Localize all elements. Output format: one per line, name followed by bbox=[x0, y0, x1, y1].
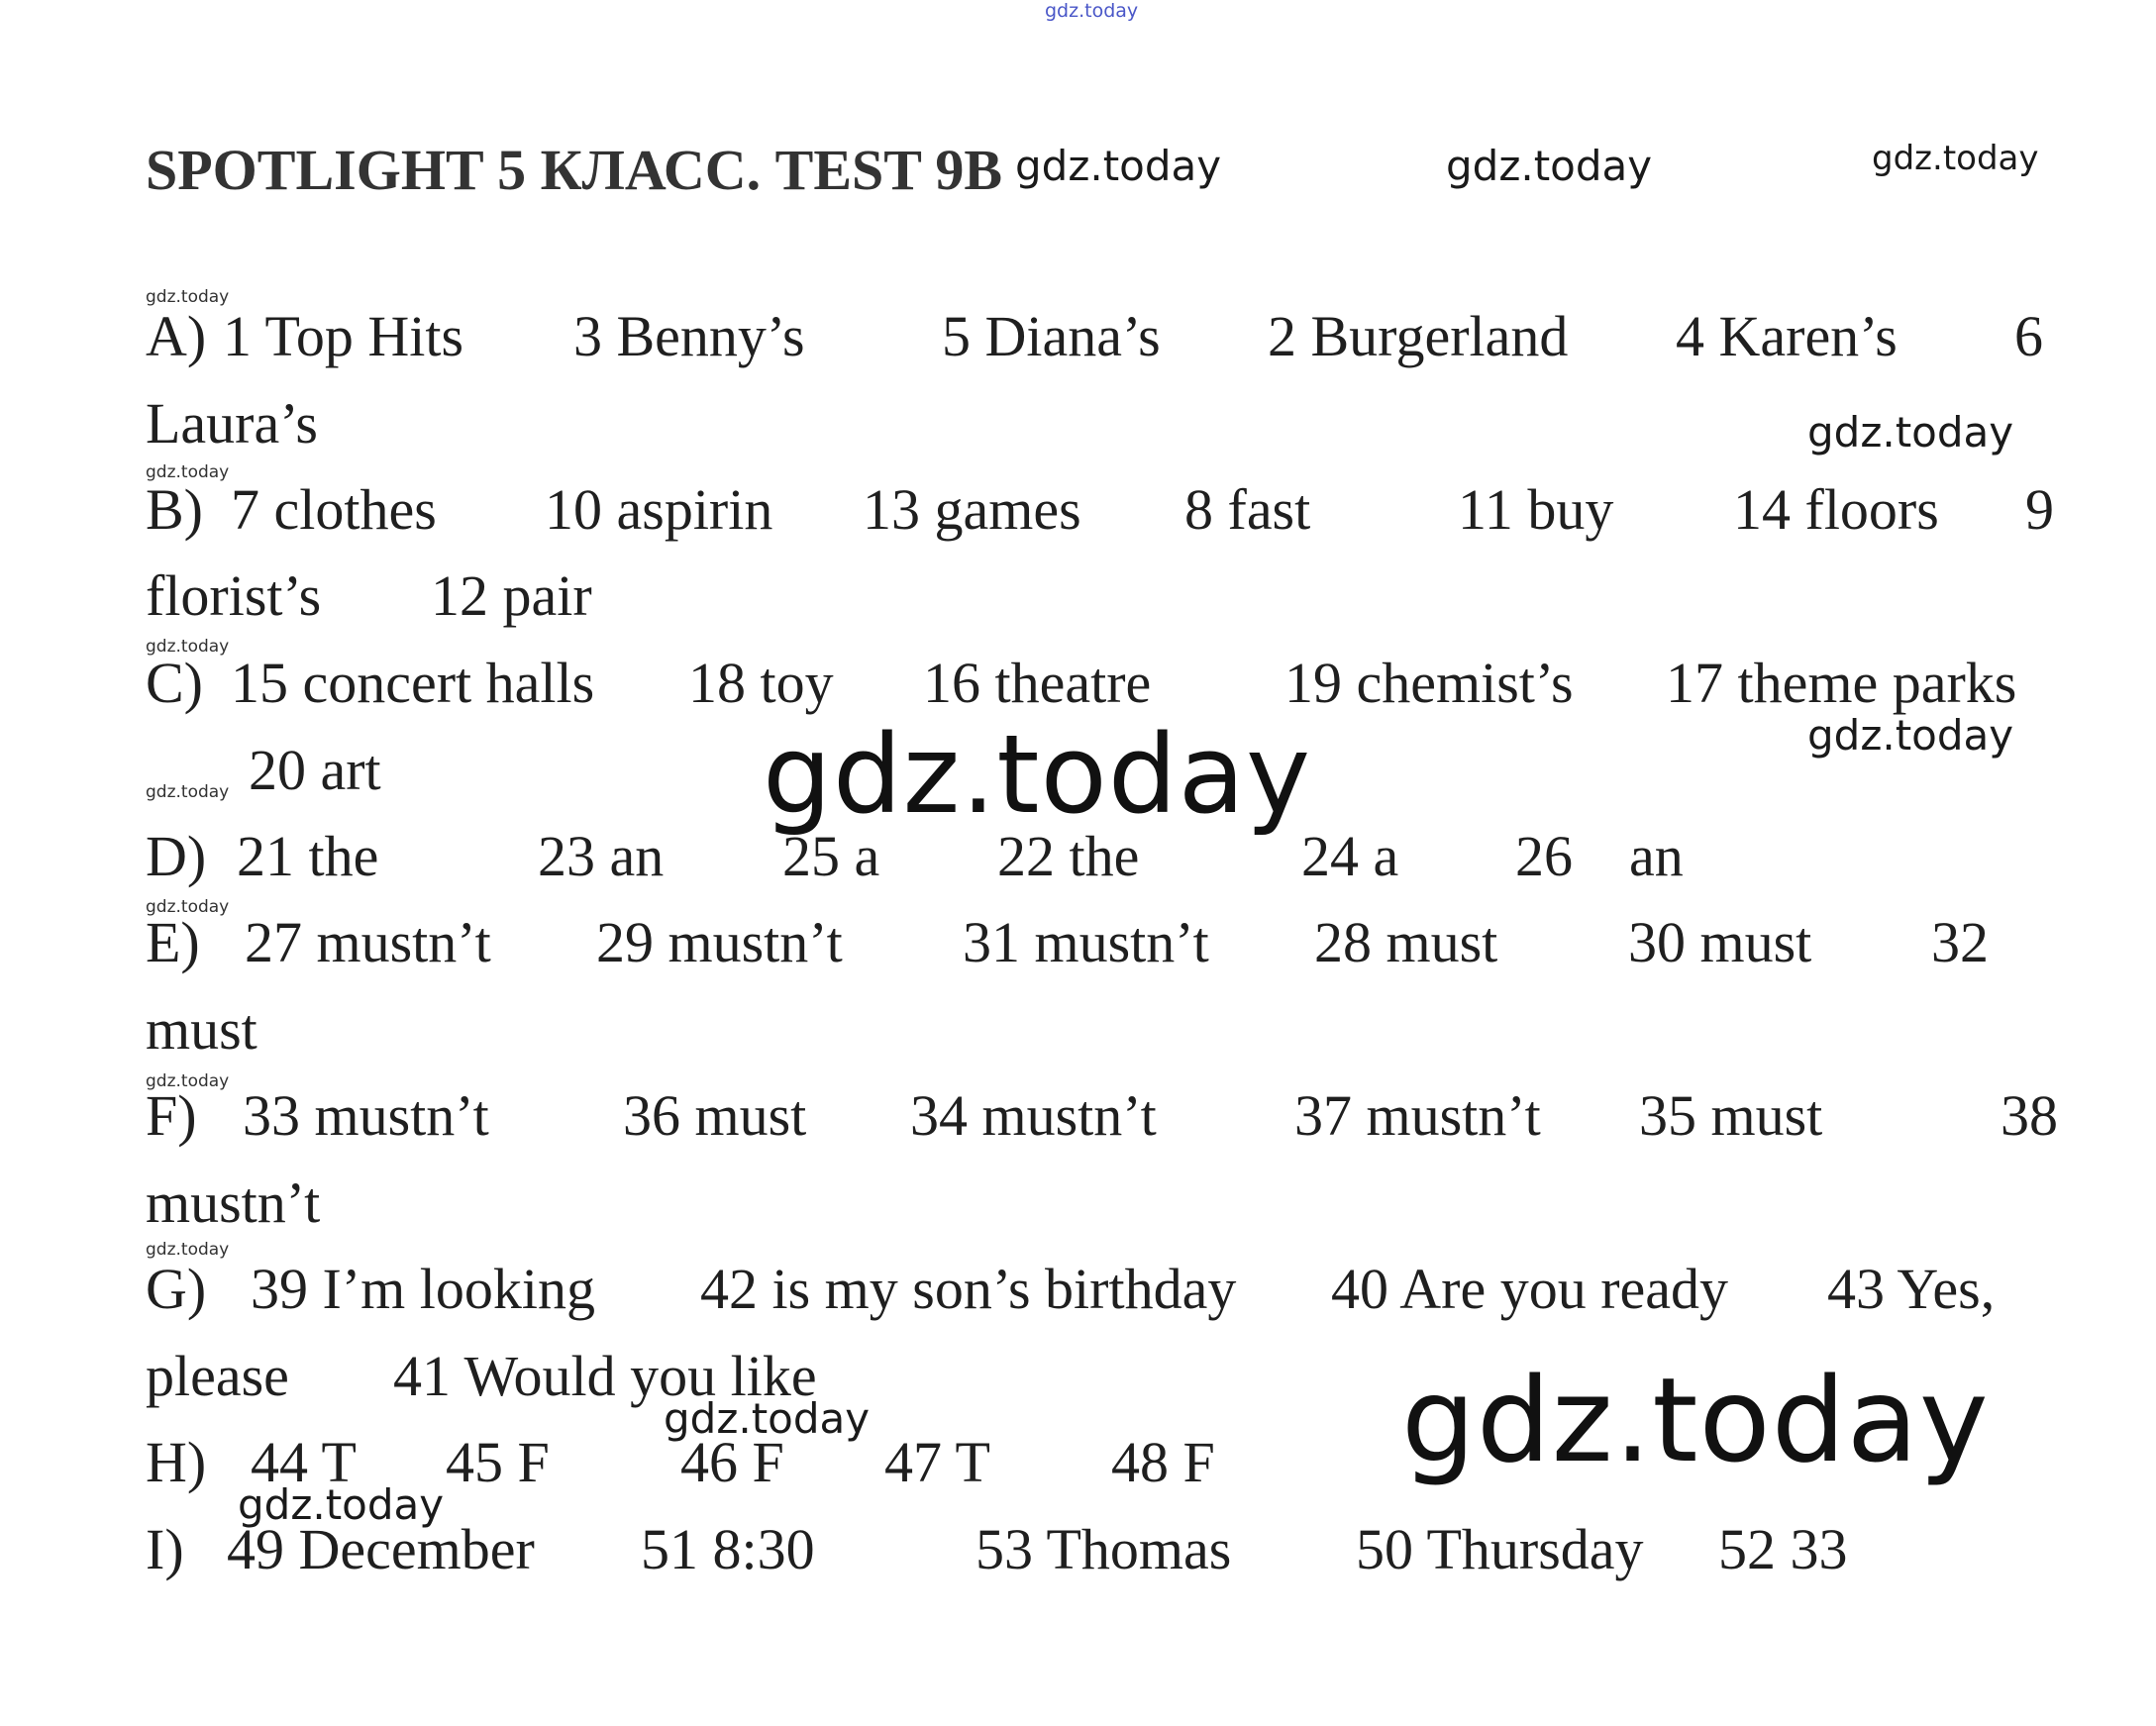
answer-item: Laura’s bbox=[146, 391, 318, 456]
answer-line-b2 bbox=[146, 552, 2077, 641]
answer-item: 13 games bbox=[863, 477, 1081, 542]
answer-line-a2 bbox=[146, 379, 2077, 468]
answer-item: 16 theatre bbox=[923, 651, 1152, 715]
answer-item: 46 F bbox=[680, 1430, 784, 1494]
answer-item: 4 Karen’s bbox=[1676, 304, 1898, 368]
answer-line-e2 bbox=[146, 985, 2077, 1074]
watermark-a-right: gdz.today bbox=[1807, 408, 2014, 457]
answer-item: 24 a bbox=[1301, 824, 1399, 888]
watermark-b-label: gdz.today bbox=[146, 462, 230, 482]
answer-item: 10 aspirin bbox=[545, 477, 773, 542]
section-label: I) bbox=[146, 1517, 184, 1581]
section-label: C) bbox=[146, 651, 203, 715]
answer-item: 23 an bbox=[538, 824, 665, 888]
answer-line-e1 bbox=[146, 898, 2077, 987]
answer-item: 9 bbox=[2025, 477, 2054, 542]
answer-item: mustn’t bbox=[146, 1170, 321, 1235]
answer-item: 37 mustn’t bbox=[1294, 1083, 1541, 1148]
answer-item: 35 must bbox=[1639, 1083, 1823, 1148]
section-label: B) bbox=[146, 477, 203, 542]
answer-item: 44 T bbox=[251, 1430, 357, 1494]
section-label: D) bbox=[146, 824, 207, 888]
answer-line-f1 bbox=[146, 1071, 2077, 1161]
watermark-title-2: gdz.today bbox=[1446, 142, 1653, 190]
answer-item: 27 mustn’t bbox=[245, 910, 491, 974]
answer-item: 25 a bbox=[782, 824, 880, 888]
answer-item: 21 the bbox=[237, 824, 379, 888]
watermark-c2-label: gdz.today bbox=[146, 782, 230, 802]
answer-item: 18 toy bbox=[688, 651, 834, 715]
answer-item: 53 Thomas bbox=[975, 1517, 1232, 1581]
page-title: SPOTLIGHT 5 КЛАСС. TEST 9B bbox=[146, 138, 1003, 202]
answer-item: 50 Thursday bbox=[1356, 1517, 1644, 1581]
watermark-g-label: gdz.today bbox=[146, 1240, 230, 1260]
answer-item: 8 fast bbox=[1184, 477, 1311, 542]
answer-item: 29 mustn’t bbox=[596, 910, 843, 974]
watermark-title-1: gdz.today bbox=[1015, 142, 1222, 190]
watermark-title-3: gdz.today bbox=[1872, 139, 2039, 178]
watermark-top: gdz.today bbox=[1045, 0, 1139, 22]
answer-item: 36 must bbox=[623, 1083, 807, 1148]
answer-item: 26 bbox=[1515, 824, 1573, 888]
section-label: E) bbox=[146, 910, 200, 974]
answer-item: 45 F bbox=[446, 1430, 550, 1494]
watermark-f-label: gdz.today bbox=[146, 1071, 230, 1091]
watermark-g-mid: gdz.today bbox=[664, 1394, 871, 1443]
answer-item: 47 T bbox=[884, 1430, 990, 1494]
answer-item: 6 bbox=[2014, 304, 2043, 368]
section-label: A) bbox=[146, 304, 207, 368]
answer-item: 31 mustn’t bbox=[963, 910, 1209, 974]
answer-item: 28 must bbox=[1314, 910, 1498, 974]
answer-item: 52 33 bbox=[1718, 1517, 1848, 1581]
answer-item: 32 bbox=[1931, 910, 1989, 974]
answer-item: 41 Would you like bbox=[393, 1344, 817, 1408]
answer-item: an bbox=[1629, 824, 1684, 888]
watermark-large-center: gdz.today bbox=[763, 711, 1312, 838]
answer-item: 33 mustn’t bbox=[243, 1083, 489, 1148]
answer-item: florist’s bbox=[146, 563, 322, 628]
answer-item: 2 Burgerland bbox=[1268, 304, 1569, 368]
watermark-c-right: gdz.today bbox=[1807, 711, 2014, 760]
answer-item: 42 is my son’s birthday bbox=[700, 1257, 1237, 1321]
answer-item: 1 Top Hits bbox=[223, 304, 464, 368]
answer-item: please bbox=[146, 1344, 289, 1408]
watermark-c-label: gdz.today bbox=[146, 637, 230, 657]
answer-line-f2 bbox=[146, 1159, 2077, 1248]
answer-line-b1 bbox=[146, 465, 2077, 555]
answer-item: 49 December bbox=[227, 1517, 535, 1581]
answer-item: 43 Yes, bbox=[1827, 1257, 1996, 1321]
answer-line-a1 bbox=[146, 292, 2077, 381]
answer-item: 14 floors bbox=[1733, 477, 1939, 542]
section-label: F) bbox=[146, 1083, 197, 1148]
answer-item: 34 mustn’t bbox=[910, 1083, 1157, 1148]
section-label: H) bbox=[146, 1430, 207, 1494]
answer-item: 15 concert halls bbox=[231, 651, 595, 715]
watermark-large-right: gdz.today bbox=[1401, 1352, 1990, 1488]
answer-item: 48 F bbox=[1111, 1430, 1215, 1494]
answer-item: 51 8:30 bbox=[641, 1517, 815, 1581]
answer-item: 39 I’m looking bbox=[251, 1257, 595, 1321]
answer-item: 12 pair bbox=[431, 563, 592, 628]
answer-item: must bbox=[146, 997, 257, 1062]
answer-item: 40 Are you ready bbox=[1331, 1257, 1729, 1321]
watermark-e-label: gdz.today bbox=[146, 897, 230, 917]
answer-item: 3 Benny’s bbox=[573, 304, 805, 368]
watermark-h-left: gdz.today bbox=[238, 1480, 445, 1529]
answer-item: 19 chemist’s bbox=[1284, 651, 1574, 715]
answer-item: 17 theme parks bbox=[1666, 651, 2017, 715]
section-label: G) bbox=[146, 1257, 207, 1321]
answer-item: 22 the bbox=[997, 824, 1140, 888]
answer-item: 38 bbox=[2001, 1083, 2058, 1148]
answer-item: 7 clothes bbox=[231, 477, 437, 542]
answer-item: 11 buy bbox=[1458, 477, 1614, 542]
watermark-a-label: gdz.today bbox=[146, 287, 230, 307]
answer-item: 5 Diana’s bbox=[942, 304, 1161, 368]
answer-item: 20 art bbox=[249, 738, 381, 802]
answer-item: 30 must bbox=[1628, 910, 1812, 974]
answer-line-g1 bbox=[146, 1245, 2077, 1334]
